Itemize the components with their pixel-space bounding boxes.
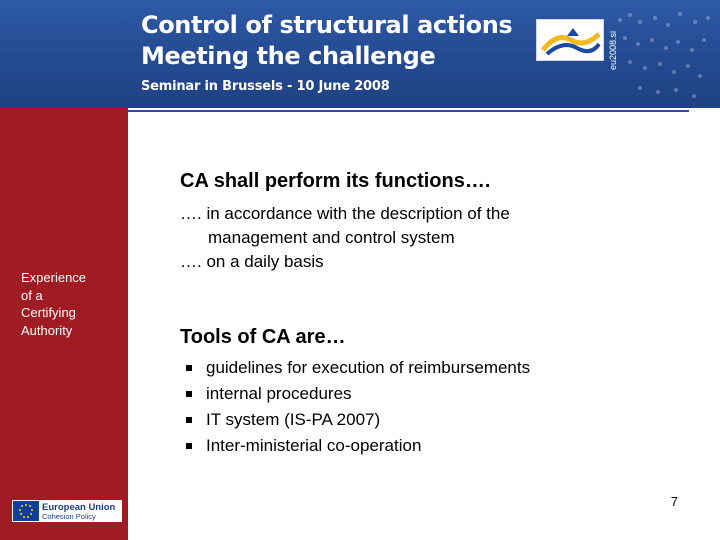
page-number: 7 — [670, 494, 678, 509]
eu-flag-icon — [13, 501, 39, 521]
sidebar-label-line: Certifying — [21, 305, 76, 320]
title-line-1: Control of structural actions — [141, 11, 513, 39]
functions-line-1: …. in accordance with the description of the — [180, 204, 510, 223]
sidebar-label-line: of a — [21, 287, 43, 303]
eu-logo-subtitle: Cohesion Policy — [42, 512, 96, 521]
list-item-text: guidelines for execution of reimbursements — [206, 358, 531, 377]
slide-header — [0, 0, 720, 108]
list-item-text: internal procedures — [206, 384, 352, 403]
list-item-text: Inter-ministerial co-operation — [206, 436, 422, 455]
presidency-logo — [536, 19, 604, 61]
square-bullet-icon — [186, 391, 192, 397]
section-heading-tools: Tools of CA are… — [180, 326, 346, 348]
eu-cohesion-logo — [12, 500, 122, 522]
section-heading-functions: CA shall perform its functions…. — [180, 170, 491, 192]
functions-line-2: management and control system — [208, 228, 455, 247]
presidency-text: eu2008.si — [608, 30, 618, 70]
list-item-text: IT system (IS-PA 2007) — [206, 410, 381, 429]
square-bullet-icon — [186, 365, 192, 371]
title-line-2: Meeting the challenge — [141, 42, 436, 70]
slide-title — [141, 10, 512, 72]
header-divider — [128, 110, 689, 112]
presidency-logo-icon — [537, 20, 605, 62]
sidebar-label — [21, 269, 121, 339]
eu-logo-title: European Union — [42, 502, 116, 513]
functions-line-3: …. on a daily basis — [180, 252, 324, 271]
square-bullet-icon — [186, 443, 192, 449]
sidebar-label-line: Experience — [21, 270, 87, 285]
sidebar-label-line: Authority — [21, 322, 73, 338]
seminar-subtitle: Seminar in Brussels - 10 June 2008 — [141, 79, 390, 94]
square-bullet-icon — [186, 417, 192, 423]
